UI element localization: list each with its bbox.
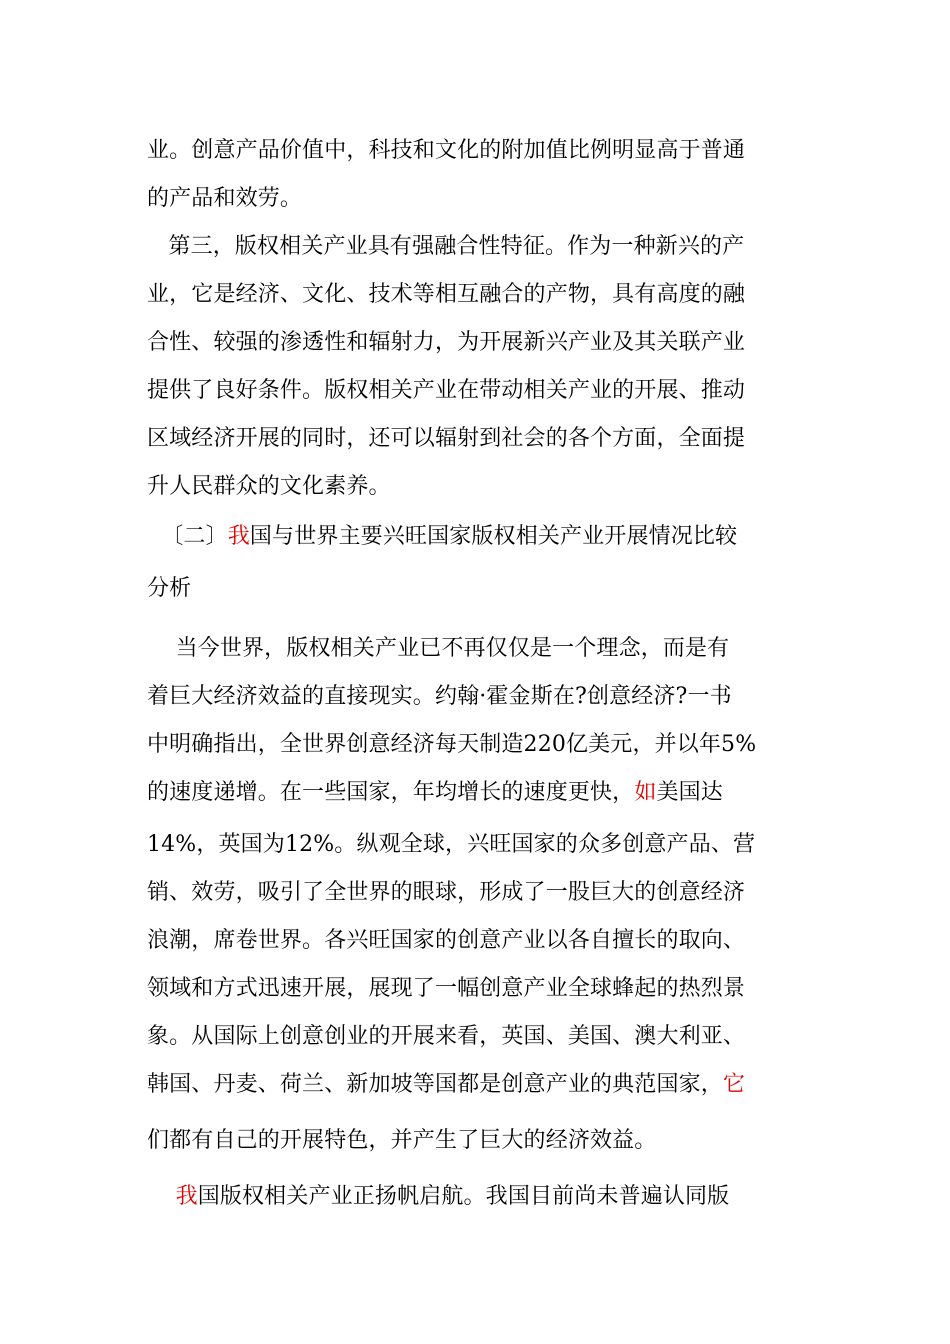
line-text: 象。从国际上创意创业的开展来看，英国、美国、澳大利亚、 xyxy=(147,1024,746,1049)
line-text: 国与世界主要兴旺国家版权相关产业开展情况比较 xyxy=(249,524,738,549)
text-line xyxy=(147,730,807,760)
line-text: 韩国、丹麦、荷兰、新加坡等国都是创意产业的典范国家， xyxy=(147,1072,723,1097)
text-line xyxy=(147,376,807,406)
highlighted-char: 它 xyxy=(722,1072,746,1097)
line-text: 的速度递增。在一些国家，年均增长的速度更快， xyxy=(147,780,635,805)
text-line xyxy=(147,328,807,358)
text-line xyxy=(147,926,807,956)
line-text: 〔二〕 xyxy=(147,524,228,549)
text-line xyxy=(147,1126,807,1156)
text-line xyxy=(147,280,807,310)
line-text: 领域和方式迅速开展，展现了一幅创意产业全球蜂起的热烈景 xyxy=(147,976,746,1001)
line-text: 们都有自己的开展特色，并产生了巨大的经济效益。 xyxy=(147,1128,657,1153)
line-text xyxy=(147,1184,176,1209)
line-text: 提供了良好条件。版权相关产业在带动相关产业的开展、推动 xyxy=(147,378,746,403)
text-line xyxy=(147,1182,807,1212)
text-line xyxy=(147,184,807,214)
line-text: 分析 xyxy=(147,576,192,601)
text-line xyxy=(147,974,807,1004)
line-text: 区域经济开展的同时，还可以辐射到社会的各个方面，全面提 xyxy=(147,426,746,451)
line-text: 业。创意产品价值中，科技和文化的附加值比例明显高于普通 xyxy=(147,138,746,163)
line-text: 第三，版权相关产业具有强融合性特征。作为一种新兴的产 xyxy=(147,234,745,259)
text-line xyxy=(147,1070,807,1100)
line-text: 浪潮，席卷世界。各兴旺国家的创意产业以各自擅长的取向、 xyxy=(147,928,746,953)
line-text: 着巨大经济效益的直接现实。约翰·霍金斯在?创意经济?一书 xyxy=(147,684,732,709)
text-line xyxy=(147,424,807,454)
line-text: 合性、较强的渗透性和辐射力，为开展新兴产业及其关联产业 xyxy=(147,330,746,355)
line-text: 国版权相关产业正扬帆启航。我国目前尚未普遍认同版 xyxy=(197,1184,730,1209)
text-line xyxy=(147,136,807,166)
text-line xyxy=(147,232,807,262)
line-text: 美国达 xyxy=(656,780,723,805)
text-line xyxy=(147,830,807,860)
highlighted-char: 我 xyxy=(227,524,250,549)
highlighted-char: 我 xyxy=(175,1184,198,1209)
text-line xyxy=(147,878,807,908)
line-text: 当今世界，版权相关产业已不再仅仅是一个理念，而是有 xyxy=(147,636,730,661)
line-text: 中明确指出，全世界创意经济每天制造220亿美元，并以年5% xyxy=(147,732,757,757)
text-line xyxy=(147,1022,807,1052)
line-text: 销、效劳，吸引了全世界的眼球，形成了一股巨大的创意经济 xyxy=(147,880,746,905)
text-line xyxy=(147,778,807,808)
text-line xyxy=(147,682,807,712)
text-line xyxy=(147,634,807,664)
line-text: 的产品和效劳。 xyxy=(147,186,303,211)
text-line xyxy=(147,574,807,604)
text-line xyxy=(147,472,807,502)
line-text: 升人民群众的文化素养。 xyxy=(147,474,391,499)
text-line xyxy=(147,522,807,552)
highlighted-char: 如 xyxy=(634,780,657,805)
line-text: 业，它是经济、文化、技术等相互融合的产物，具有高度的融 xyxy=(147,282,746,307)
line-text: 14%，英国为12%。纵观全球，兴旺国家的众多创意产品、营 xyxy=(147,832,756,857)
